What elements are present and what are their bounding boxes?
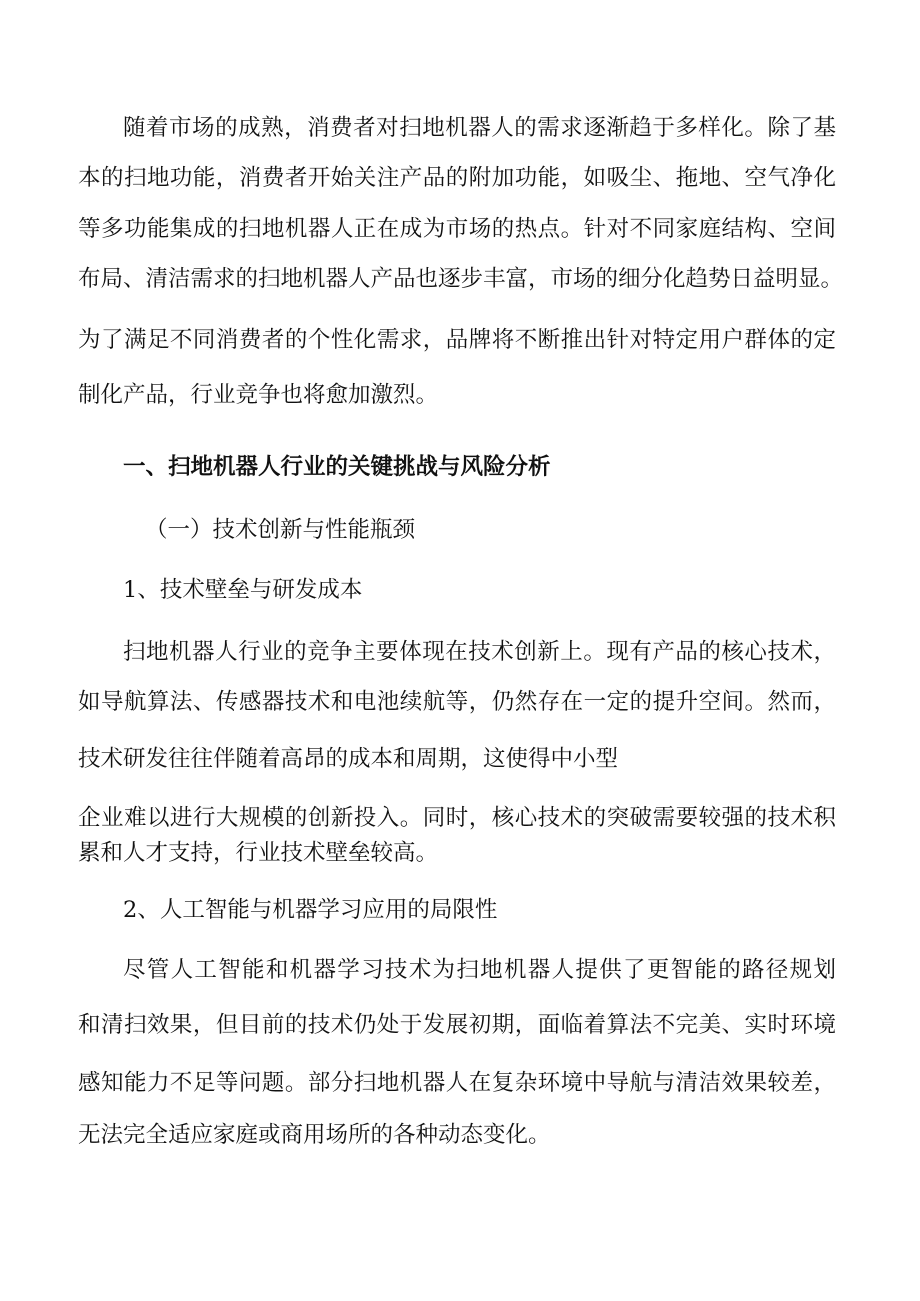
paragraph-line: 本的扫地功能，消费者开始关注产品的附加功能，如吸尘、拖地、空气净化 xyxy=(78,165,836,191)
paragraph-line: 随着市场的成熟，消费者对扫地机器人的需求逐渐趋于多样化。除了基 xyxy=(123,115,836,141)
paragraph-line: 尽管人工智能和机器学习技术为扫地机器人提供了更智能的路径规划 xyxy=(123,957,836,983)
paragraph-line: 扫地机器人行业的竞争主要体现在技术创新上。现有产品的核心技术， xyxy=(123,639,836,665)
paragraph-line: 感知能力不足等问题。部分扫地机器人在复杂环境中导航与清洁效果较差， xyxy=(78,1070,836,1096)
subsection-heading: （一）技术创新与性能瓶颈 xyxy=(145,517,416,543)
item-title: 2、人工智能与机器学习应用的局限性 xyxy=(123,897,498,923)
paragraph-line: 技术研发往往伴随着高昂的成本和周期，这使得中小型 xyxy=(78,746,619,772)
paragraph-line: 如导航算法、传感器技术和电池续航等，仍然存在一定的提升空间。然而， xyxy=(78,689,836,715)
paragraph-line: 布局、清洁需求的扫地机器人产品也逐步丰富，市场的细分化趋势日益明显。 xyxy=(78,266,844,292)
section-heading: 一、扫地机器人行业的关键挑战与风险分析 xyxy=(123,454,551,480)
paragraph-line: 等多功能集成的扫地机器人正在成为市场的热点。针对不同家庭结构、空间 xyxy=(78,216,836,242)
paragraph-line: 无法完全适应家庭或商用场所的各种动态变化。 xyxy=(78,1122,551,1148)
paragraph-line: 累和人才支持，行业技术壁垒较高。 xyxy=(78,840,439,866)
paragraph-line: 企业难以进行大规模的创新投入。同时，核心技术的突破需要较强的技术积 xyxy=(78,805,836,831)
paragraph-line: 和清扫效果，但目前的技术仍处于发展初期，面临着算法不完美、实时环境 xyxy=(78,1012,836,1038)
paragraph-line: 制化产品，行业竞争也将愈加激烈。 xyxy=(78,382,439,408)
paragraph-line: 为了满足不同消费者的个性化需求，品牌将不断推出针对特定用户群体的定 xyxy=(78,327,836,353)
item-title: 1、技术壁垒与研发成本 xyxy=(123,577,363,603)
